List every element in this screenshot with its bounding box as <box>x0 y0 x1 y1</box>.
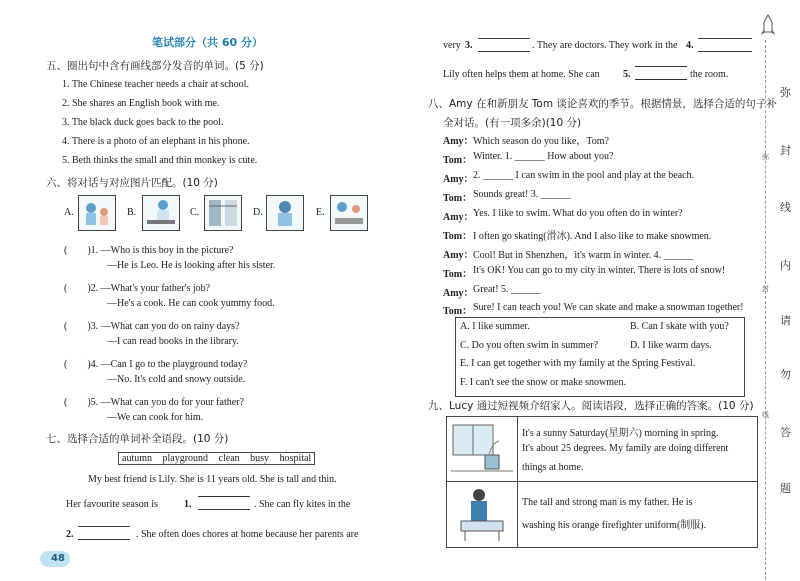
sidebar-char-6: 勿 <box>780 368 791 381</box>
s5-item-2: 2. She shares an English book with me. <box>62 98 220 109</box>
s5-item-5: 5. Beth thinks the small and thin monkey is cute. <box>62 155 258 166</box>
s7-paragraph-2b: . She can fly kites in the <box>254 499 351 510</box>
section-5-title: 五、圈出句中含有画线部分发音的单词。(5 分) <box>46 60 264 72</box>
right-line-1a: very <box>443 40 461 51</box>
word-1: autumn <box>122 453 152 464</box>
dialogue-speaker-4: Tom： <box>443 193 473 204</box>
s5-item-4: 4. There is a photo of an elephant in his phone. <box>62 136 250 147</box>
seal-line <box>765 40 766 580</box>
dialogue-speaker-1: Amy： <box>443 136 474 147</box>
dialogue-speaker-3: Amy： <box>443 174 474 185</box>
s6-q4: ( )4. —Can I go to the playground today? <box>64 359 248 370</box>
word-3: clean <box>218 453 240 464</box>
dialogue-speaker-6: Tom： <box>443 231 473 242</box>
option-a: A. I like summer. <box>460 321 530 332</box>
dialogue-line-10: Sure! I can teach you! We can skate and make a snowman together! <box>473 302 744 313</box>
pic-letter-c: C. <box>190 207 200 218</box>
rocket-icon <box>761 14 775 41</box>
seal-small-3: 线 <box>762 411 769 419</box>
section-6-title: 六、将对话与对应图片匹配。(10 分) <box>46 177 218 189</box>
picture-e <box>330 195 368 231</box>
option-c: C. Do you often swim in summer? <box>460 340 599 351</box>
dialogue-speaker-2: Tom： <box>443 155 473 166</box>
s7-blank-2-number: 2. <box>66 529 74 540</box>
section-9-title: 九、Lucy 通过短视频介绍家人。阅读语段，选择正确的答案。(10 分) <box>428 400 754 412</box>
seal-small-2: 封 <box>762 285 769 293</box>
s7-paragraph-2a: Her favourite season is <box>66 499 158 510</box>
picture-b <box>142 195 180 231</box>
table-vertical-divider <box>517 417 518 547</box>
dialogue-speaker-10: Tom： <box>443 306 473 317</box>
blank-4-number: 4. <box>686 40 694 51</box>
reading-row1-line3: things at home. <box>522 462 584 473</box>
dialogue-line-7: Cool! But in Shenzhen，it's warm in winter. 4. ______ <box>473 250 694 261</box>
s5-item-1: 1. The Chinese teacher needs a chair at school. <box>62 79 249 90</box>
sidebar-char-5: 请 <box>780 314 791 327</box>
option-b: B. Can I skate with you? <box>630 321 729 332</box>
blank-4-line-top <box>698 38 752 39</box>
reading-row2-line2: washing his orange firefighter uniform(制服). <box>522 520 707 531</box>
picture-a <box>78 195 116 231</box>
s6-a4: —No. It's cold and snowy outside. <box>107 374 246 385</box>
sidebar-char-4: 内 <box>780 259 791 272</box>
dialogue-line-9: Great! 5. ______ <box>473 284 542 295</box>
s6-a2: —He's a cook. He can cook yummy food. <box>107 298 275 309</box>
page-title: 笔试部分（共 60 分） <box>152 36 263 49</box>
picture-c <box>204 195 242 231</box>
dialogue-speaker-9: Amy： <box>443 288 474 299</box>
blank-5-line-top <box>635 66 687 67</box>
table-horizontal-divider <box>447 481 757 482</box>
pic-letter-a: A. <box>64 207 74 218</box>
dialogue-line-6: I often go skating(滑冰). And I also like to make snowmen. <box>473 231 712 242</box>
s7-blank-2-line[interactable] <box>78 539 130 540</box>
word-5: hospital <box>279 453 312 464</box>
s7-blank-1-number: 1. <box>184 499 192 510</box>
s6-q5: ( )5. —What can you do for your father? <box>64 397 244 408</box>
seal-small-1: 弥 <box>762 153 769 161</box>
dialogue-speaker-5: Amy： <box>443 212 474 223</box>
s6-a5: —We can cook for him. <box>107 412 204 423</box>
dialogue-line-3: 2. ______ I can swim in the pool and play at the beach. <box>473 170 695 181</box>
sidebar-char-8: 题 <box>780 482 791 495</box>
dialogue-speaker-7: Amy： <box>443 250 474 261</box>
section-8-title: 八、Amy 在和新朋友 Tom 谈论喜欢的季节。根据情景，选择合适的句子补 <box>428 98 777 110</box>
blank-4-line[interactable] <box>698 51 752 52</box>
dialogue-line-4: Sounds great! 3. ______ <box>473 189 571 200</box>
pic-letter-b: B. <box>127 207 137 218</box>
dialogue-line-5: Yes. I like to swim. What do you often do in winter? <box>473 208 683 219</box>
s7-blank-1-line-top <box>198 496 250 497</box>
word-2: playground <box>162 453 209 464</box>
section-8-title-2: 全对话。(有一项多余)(10 分) <box>443 117 582 129</box>
word-4: busy <box>250 453 270 464</box>
s7-blank-1-line[interactable] <box>198 509 250 510</box>
blank-5-number: 5. <box>623 69 631 80</box>
option-d: D. I like warm days. <box>630 340 712 351</box>
blank-3-number: 3. <box>465 40 473 51</box>
right-line-2b: the room. <box>690 69 729 80</box>
s7-paragraph-3: . She often does chores at home because her parents are <box>136 529 359 540</box>
blank-3-line[interactable] <box>478 51 530 52</box>
page-number: 48 <box>51 553 65 564</box>
blank-5-line[interactable] <box>635 79 687 80</box>
s6-q3: ( )3. —What can you do on rainy days? <box>64 321 240 332</box>
section-7-title: 七、选择合适的单词补全语段。(10 分) <box>46 433 229 445</box>
s6-a1: —He is Leo. He is looking after his sister. <box>107 260 276 271</box>
right-line-2a: Lily often helps them at home. She can <box>443 69 600 80</box>
sidebar-char-3: 线 <box>780 201 791 214</box>
option-e: E. I can get together with my family at the Spring Festival. <box>460 358 696 369</box>
reading-row1-line2: It's about 25 degrees. My family are doing different <box>522 443 729 454</box>
sidebar-char-1: 弥 <box>780 86 791 99</box>
sidebar-char-2: 封 <box>780 144 791 157</box>
dialogue-line-1: Which season do you like，Tom? <box>473 136 609 147</box>
s6-a3: —I can read books in the library. <box>107 336 239 347</box>
pic-letter-e: E. <box>316 207 325 218</box>
right-line-1b: . They are doctors. They work in the <box>532 40 678 51</box>
s7-blank-2-line-top <box>78 526 130 527</box>
spring-room-picture <box>451 421 513 477</box>
dialogue-line-8: It's OK! You can go to my city in winter. There is lots of snow! <box>473 265 726 276</box>
reading-row1-line1: It's a sunny Saturday(星期六) morning in spring. <box>522 428 719 439</box>
dialogue-speaker-8: Tom： <box>443 269 473 280</box>
s7-paragraph-1: My best friend is Lily. She is 11 years old. She is tall and thin. <box>88 474 337 485</box>
picture-d <box>266 195 304 231</box>
pic-letter-d: D. <box>253 207 263 218</box>
blank-3-line-top <box>478 38 530 39</box>
dialogue-line-2: Winter. 1. ______ How about you? <box>473 151 614 162</box>
father-washing-picture <box>451 485 513 543</box>
sidebar-char-7: 答 <box>780 426 791 439</box>
s6-q1: ( )1. —Who is this boy in the picture? <box>64 245 234 256</box>
s5-item-3: 3. The black duck goes back to the pool. <box>62 117 224 128</box>
word-box <box>118 452 315 465</box>
reading-row2-line1: The tall and strong man is my father. He is <box>522 497 693 508</box>
option-f: F. I can't see the snow or make snowmen. <box>460 377 626 388</box>
s6-q2: ( )2. —What's your father's job? <box>64 283 211 294</box>
